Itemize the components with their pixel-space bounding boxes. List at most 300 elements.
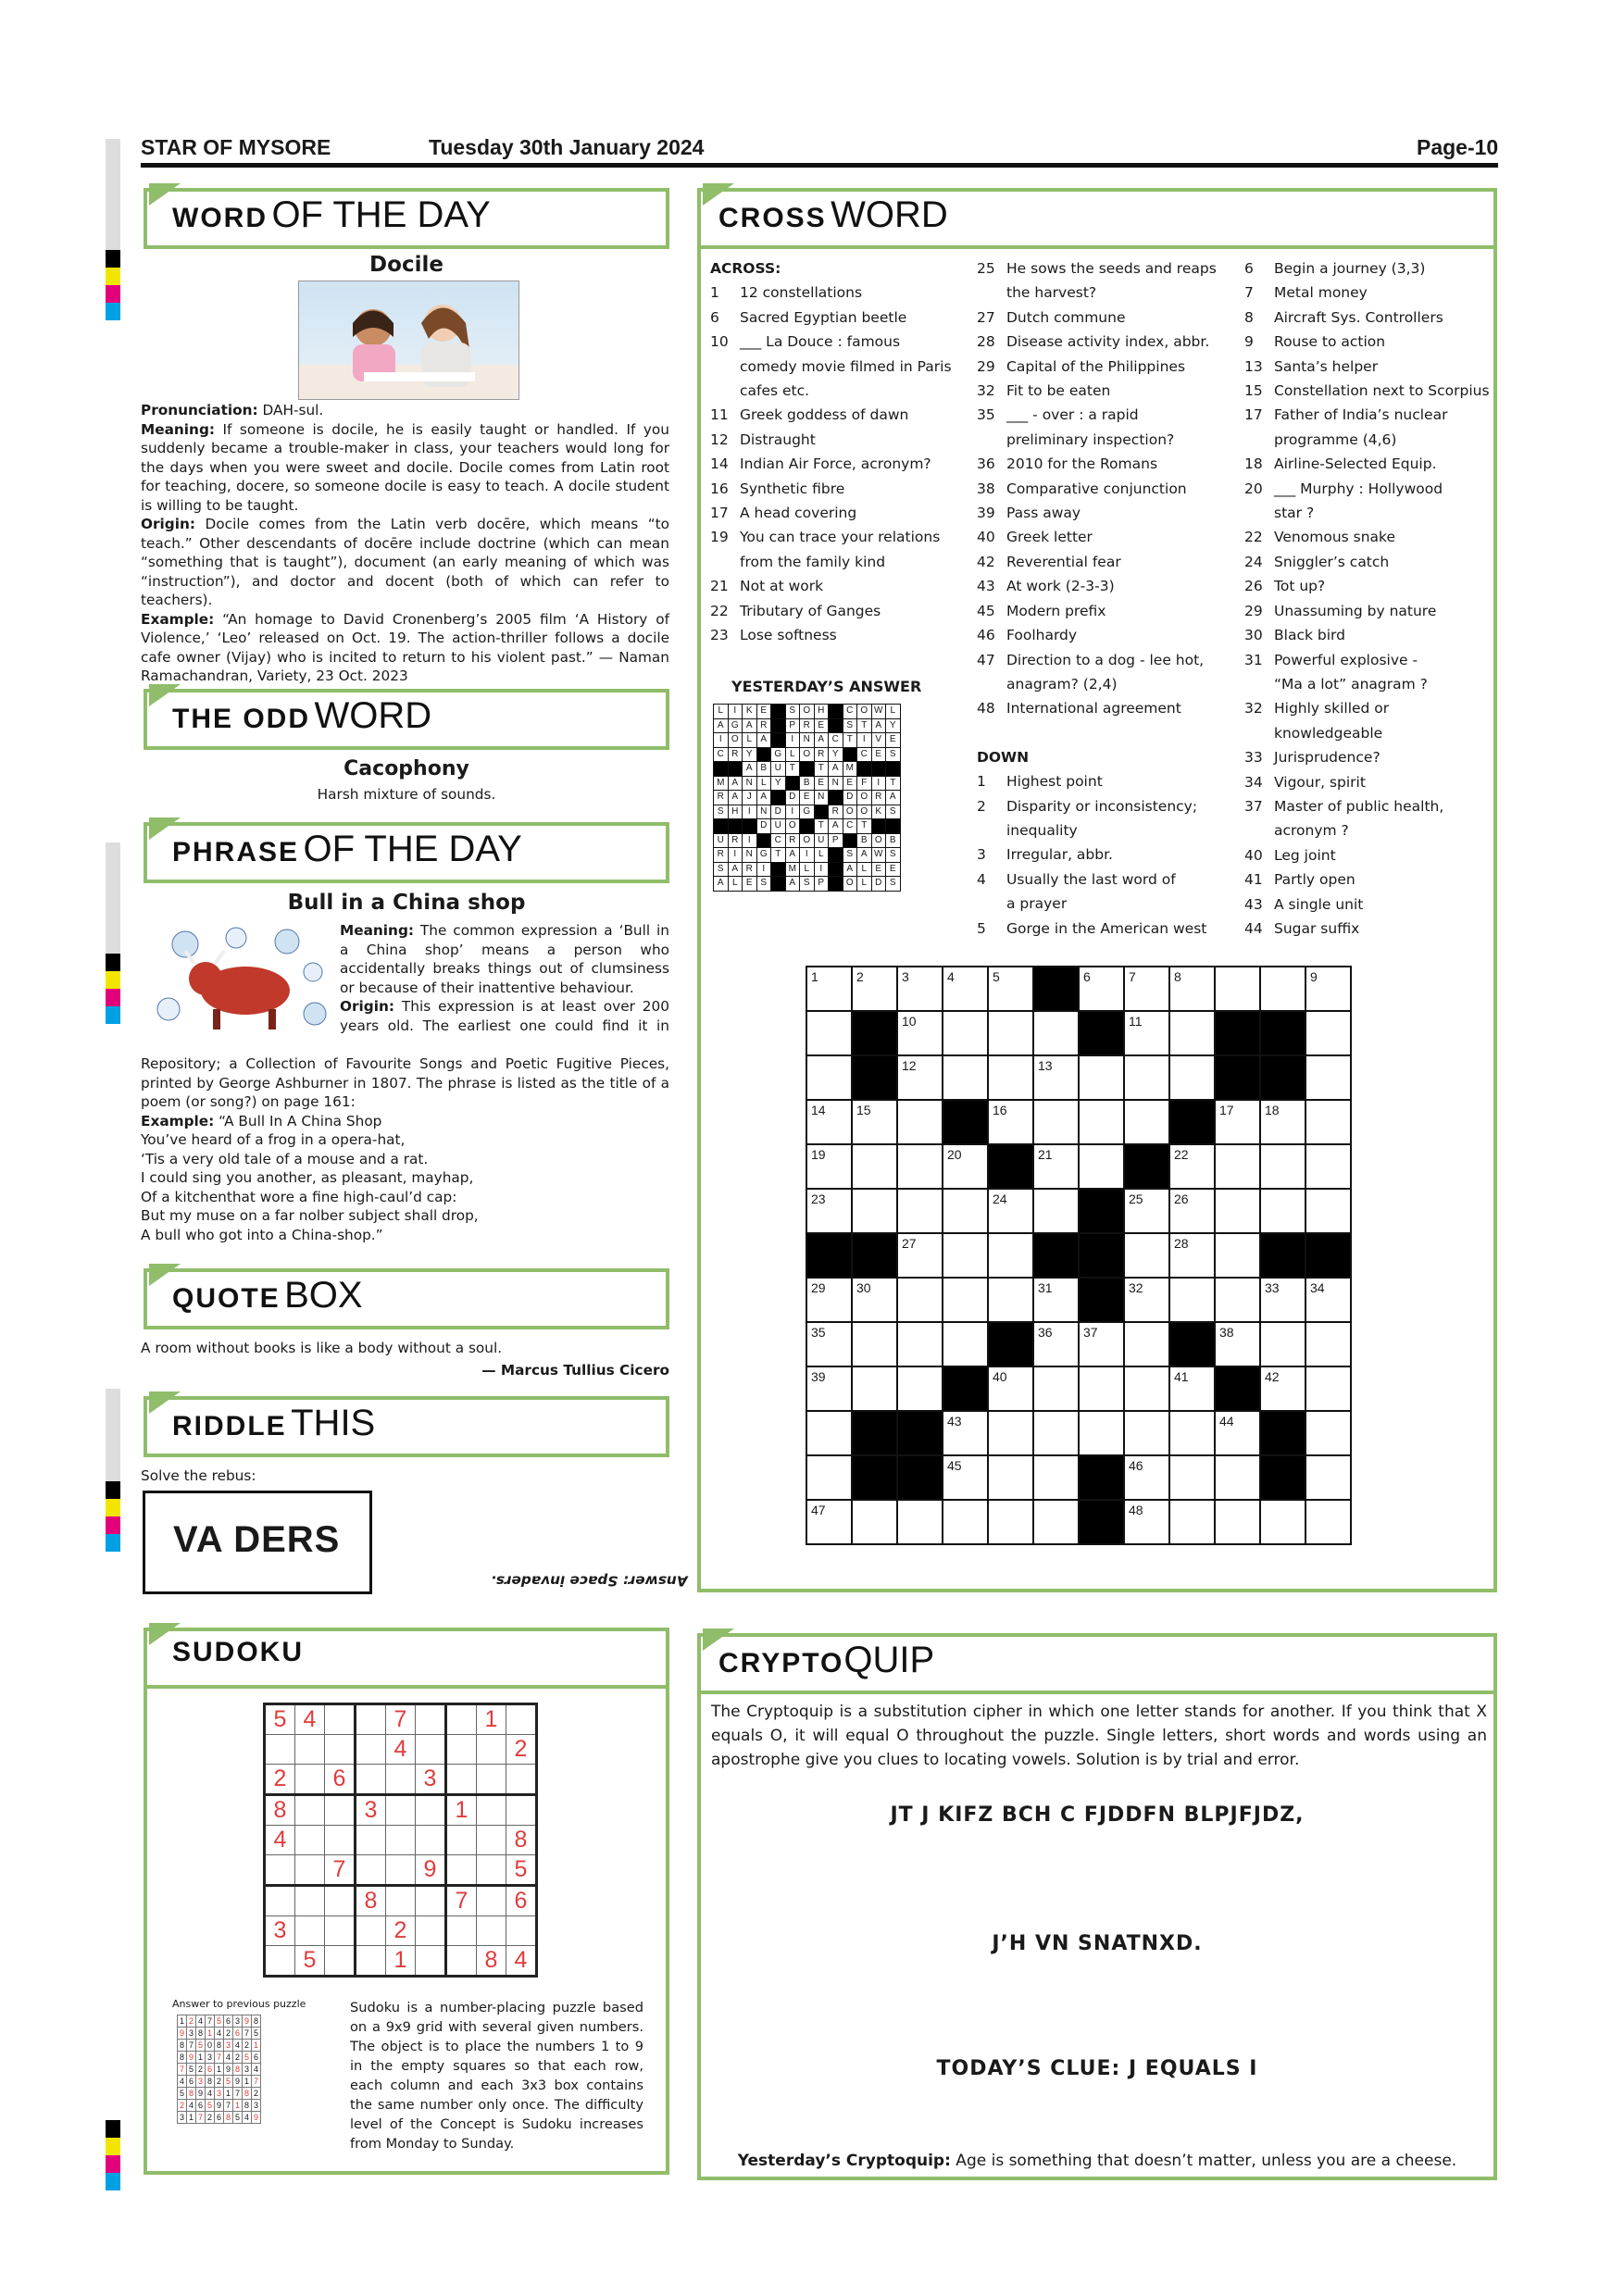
clue-number: 27 (977, 308, 995, 326)
crossword-cell[interactable] (806, 1144, 852, 1189)
sudoku-cell[interactable] (386, 1886, 416, 1916)
sudoku-cell[interactable]: 2 (386, 1916, 416, 1946)
sudoku-cell[interactable] (416, 1916, 446, 1946)
sudoku-cell[interactable]: 2 (506, 1735, 537, 1765)
crossword-cell[interactable] (1169, 1500, 1215, 1544)
yesterday-letter-cell: O (857, 791, 872, 805)
sudoku-cell[interactable]: 8 (506, 1826, 537, 1855)
crossword-cell[interactable] (943, 1144, 988, 1189)
sudoku-cell[interactable] (386, 1765, 416, 1795)
previous-answer-cell: 6 (196, 2100, 206, 2112)
crossword-cell[interactable] (1305, 1500, 1351, 1544)
clue-number: 8 (1244, 308, 1254, 326)
sudoku-cell[interactable]: 7 (325, 1855, 356, 1886)
crossword-cell[interactable] (1260, 1366, 1305, 1411)
crossword-cell[interactable] (806, 1500, 852, 1544)
cell-number: 29 (811, 1280, 826, 1295)
crossword-cell[interactable] (1169, 1144, 1215, 1189)
crossword-cell[interactable] (1033, 1322, 1079, 1366)
crossword-cell[interactable] (1124, 1278, 1169, 1322)
crossword-cell[interactable] (943, 1189, 988, 1233)
crossword-cell[interactable] (806, 1278, 852, 1322)
sudoku-cell[interactable]: 2 (265, 1765, 295, 1795)
yesterday-black-cell (728, 819, 743, 834)
yesterday-letter-cell: Y (886, 718, 901, 733)
clue (1244, 428, 1490, 452)
crossword-cell[interactable] (1260, 1322, 1305, 1366)
crossword-cell[interactable] (1215, 1100, 1260, 1144)
rebus-box (143, 1491, 372, 1594)
yesterday-letter-cell: L (785, 747, 800, 762)
crossword-cell[interactable] (988, 1100, 1033, 1144)
crossword-cell[interactable] (897, 967, 943, 1011)
crossword-cell[interactable] (1305, 1189, 1351, 1233)
crossword-cell[interactable] (1124, 1100, 1169, 1144)
previous-answer-cell: 2 (233, 2052, 243, 2064)
sudoku-cell[interactable] (356, 1855, 386, 1886)
crossword-cell[interactable] (897, 1189, 943, 1233)
sudoku-cell[interactable]: 3 (265, 1916, 295, 1946)
sudoku-cell[interactable] (265, 1855, 295, 1886)
crossword-cell[interactable] (852, 1500, 897, 1544)
crossword-cell[interactable] (806, 1100, 852, 1144)
clue-number: 6 (1244, 260, 1254, 277)
sudoku-cell[interactable] (477, 1826, 506, 1855)
crossword-cell[interactable] (1169, 1055, 1215, 1100)
crossword-cell[interactable] (1215, 1322, 1260, 1366)
sudoku-cell[interactable] (356, 1704, 386, 1735)
crossword-cell[interactable] (1124, 1189, 1169, 1233)
crossword-cell[interactable] (1124, 1011, 1169, 1055)
crossword-cell[interactable] (1169, 1011, 1215, 1055)
crossword-cell[interactable] (1033, 1055, 1079, 1100)
crossword-cell[interactable] (897, 1011, 943, 1055)
sudoku-cell[interactable]: 4 (295, 1704, 325, 1735)
crossword-cell[interactable] (897, 1500, 943, 1544)
crossword-cell[interactable] (988, 1233, 1033, 1278)
crossword-cell[interactable] (1169, 1189, 1215, 1233)
clue-number: 36 (977, 455, 995, 473)
crossword-cell[interactable] (943, 1011, 988, 1055)
registration-bar (106, 842, 120, 954)
yesterday-letter-cell: E (886, 733, 901, 748)
cell-number: 41 (1174, 1369, 1189, 1384)
previous-answer-cell: 5 (206, 2100, 215, 2112)
yesterday-letter-cell: L (857, 862, 872, 877)
crossword-cell[interactable] (988, 1011, 1033, 1055)
crossword-cell[interactable] (1079, 1411, 1124, 1455)
crossword-cell[interactable] (1169, 1455, 1215, 1500)
crossword-cell[interactable] (1124, 1055, 1169, 1100)
yesterday-black-cell (771, 791, 786, 805)
yesterday-letter-cell: R (814, 747, 829, 762)
sudoku-cell[interactable] (446, 1916, 477, 1946)
sudoku-cell[interactable] (356, 1735, 386, 1765)
crossword-cell[interactable] (897, 1233, 943, 1278)
sudoku-cell[interactable]: 4 (506, 1946, 537, 1977)
crossword-cell[interactable] (943, 1055, 988, 1100)
crossword-cell[interactable] (852, 967, 897, 1011)
crossword-black-cell (1305, 1233, 1351, 1278)
crossword-cell[interactable] (1305, 967, 1351, 1011)
sudoku-cell[interactable]: 5 (265, 1704, 295, 1735)
crossword-cell[interactable] (1260, 1144, 1305, 1189)
crossword-cell[interactable] (806, 967, 852, 1011)
sudoku-cell[interactable]: 8 (356, 1886, 386, 1916)
clue (977, 379, 1217, 403)
yesterday-letter-cell: D (871, 877, 886, 892)
sudoku-cell[interactable]: 8 (265, 1795, 295, 1826)
clue (1244, 525, 1490, 549)
crossword-cell[interactable] (988, 1189, 1033, 1233)
crossword-cell[interactable] (1169, 1278, 1215, 1322)
sudoku-cell[interactable] (356, 1826, 386, 1855)
clue (1244, 623, 1490, 647)
clue (710, 403, 952, 427)
crossword-cell[interactable] (1169, 1233, 1215, 1278)
yesterday-black-cell (728, 762, 743, 777)
sudoku-cell[interactable] (325, 1916, 356, 1946)
sudoku-cell[interactable]: 9 (416, 1855, 446, 1886)
cell-number: 39 (811, 1369, 826, 1384)
cell-number: 30 (856, 1280, 871, 1295)
crossword-cell[interactable] (1033, 1366, 1079, 1411)
crossword-cell[interactable] (1033, 1144, 1079, 1189)
crossword-cell[interactable] (1033, 1411, 1079, 1455)
crossword-cell[interactable] (988, 967, 1033, 1011)
crossword-cell[interactable] (1305, 1144, 1351, 1189)
sudoku-cell[interactable] (295, 1886, 325, 1916)
crossword-cell[interactable] (1215, 1233, 1260, 1278)
clue (1244, 477, 1490, 501)
yesterday-black-cell (771, 862, 786, 877)
crossword-cell[interactable] (1124, 967, 1169, 1011)
previous-answer-cell: 7 (187, 2040, 196, 2052)
crossword-cell[interactable] (988, 1366, 1033, 1411)
crossword-grid (806, 966, 1352, 1545)
clue (977, 696, 1217, 720)
cell-number: 19 (811, 1147, 826, 1162)
sudoku-cell[interactable] (477, 1795, 506, 1826)
crossword-cell[interactable] (1079, 1055, 1124, 1100)
crossword-cell[interactable] (1215, 1144, 1260, 1189)
crossword-cell[interactable] (1260, 1500, 1305, 1544)
sudoku-cell[interactable] (356, 1916, 386, 1946)
crossword-cell[interactable] (897, 1144, 943, 1189)
crossword-cell[interactable] (1124, 1233, 1169, 1278)
sudoku-cell[interactable] (265, 1886, 295, 1916)
previous-answer-cell: 5 (252, 2028, 261, 2040)
yesterday-black-cell (814, 805, 829, 819)
yesterday-black-cell (886, 819, 901, 834)
sudoku-cell[interactable]: 6 (325, 1765, 356, 1795)
clue (977, 281, 1217, 305)
crossword-cell[interactable] (1079, 1322, 1124, 1366)
sudoku-cell[interactable] (416, 1886, 446, 1916)
crossword-cell[interactable] (852, 1366, 897, 1411)
cell-number: 35 (811, 1325, 826, 1340)
crossword-cell[interactable] (943, 1278, 988, 1322)
crossword-cell[interactable] (897, 1366, 943, 1411)
crossword-cell[interactable] (1305, 1100, 1351, 1144)
sudoku-cell[interactable] (506, 1795, 537, 1826)
sudoku-cell[interactable] (356, 1946, 386, 1977)
previous-answer-cell: 1 (243, 2076, 252, 2088)
yesterday-letter-cell: A (871, 718, 886, 733)
sudoku-cell[interactable]: 7 (446, 1886, 477, 1916)
sudoku-cell[interactable] (477, 1916, 506, 1946)
sudoku-cell[interactable]: 8 (477, 1946, 506, 1977)
crossword-cell[interactable] (1215, 1189, 1260, 1233)
crossword-cell[interactable] (943, 1455, 988, 1500)
crossword-cell[interactable] (988, 1500, 1033, 1544)
crossword-cell[interactable] (897, 1055, 943, 1100)
cell-number: 32 (1129, 1280, 1143, 1295)
sudoku-cell[interactable] (446, 1946, 477, 1977)
sudoku-cell[interactable] (386, 1855, 416, 1886)
sudoku-cell[interactable] (446, 1826, 477, 1855)
crossword-cell[interactable] (943, 1322, 988, 1366)
crossword-cell[interactable] (1124, 1500, 1169, 1544)
sudoku-cell[interactable] (295, 1826, 325, 1855)
crossword-cell[interactable] (1260, 1189, 1305, 1233)
previous-answer-cell: 3 (224, 2040, 233, 2052)
clue (977, 525, 1217, 549)
sudoku-cell[interactable] (446, 1735, 477, 1765)
crossword-cell[interactable] (806, 1055, 852, 1100)
sudoku-description: Sudoku is a number-placing puzzle based on a 9x9 grid with several given numbers. The object is to place the numbers 1 to 9 in the empty squares so that each row, each column and each 3x3 box contains the same number only once. The difficulty level of the Concept is Sudoku increases from Monday to Sunday. (350, 2000, 643, 2152)
crossword-cell[interactable] (1033, 1189, 1079, 1233)
sudoku-cell[interactable] (295, 1795, 325, 1826)
sudoku-cell[interactable]: 1 (386, 1946, 416, 1977)
crossword-cell[interactable] (1169, 1366, 1215, 1411)
clue (1244, 256, 1490, 281)
clue-number: 23 (710, 627, 729, 644)
sudoku-cell[interactable] (506, 1704, 537, 1735)
crossword-cell[interactable] (1169, 1411, 1215, 1455)
yesterday-black-cell (771, 718, 786, 733)
crossword-cell[interactable] (1124, 1411, 1169, 1455)
yesterday-letter-cell: R (728, 833, 743, 848)
sudoku-cell[interactable] (386, 1826, 416, 1855)
previous-answer-cell: 8 (224, 2112, 233, 2124)
crossword-cell[interactable] (806, 1189, 852, 1233)
sudoku-cell[interactable] (325, 1946, 356, 1977)
sudoku-cell[interactable]: 7 (386, 1704, 416, 1735)
clue-number: 13 (1244, 357, 1263, 375)
crossword-cell[interactable] (1260, 1100, 1305, 1144)
crossword-cell[interactable] (806, 1322, 852, 1366)
previous-answer-cell: 5 (196, 2040, 206, 2052)
crossword-title: CROSS WORD (718, 194, 948, 235)
crossword-cell[interactable] (1260, 1278, 1305, 1322)
sudoku-cell[interactable] (477, 1765, 506, 1795)
sudoku-cell[interactable] (416, 1735, 446, 1765)
sudoku-cell[interactable] (506, 1916, 537, 1946)
clue-text: “Ma a lot” anagram ? (1274, 675, 1428, 693)
sudoku-cell[interactable] (416, 1704, 446, 1735)
clue-number: 11 (710, 406, 729, 424)
sudoku-cell[interactable]: 3 (356, 1795, 386, 1826)
sudoku-cell[interactable] (295, 1916, 325, 1946)
sudoku-cell[interactable] (325, 1886, 356, 1916)
clue-number: 37 (1244, 797, 1263, 815)
crossword-cell[interactable] (1305, 1366, 1351, 1411)
clue (977, 818, 1217, 842)
previous-answer-cell: 7 (215, 2052, 224, 2064)
sudoku-cell[interactable] (477, 1855, 506, 1886)
crossword-cell[interactable] (1124, 1366, 1169, 1411)
clue (1244, 306, 1490, 330)
crossword-black-cell (1260, 1011, 1305, 1055)
sudoku-cell[interactable] (446, 1704, 477, 1735)
sudoku-cell[interactable] (325, 1826, 356, 1855)
crossword-cell[interactable] (1305, 1055, 1351, 1100)
sudoku-cell[interactable] (416, 1946, 446, 1977)
previous-answer-cell: 5 (224, 2076, 233, 2088)
sudoku-cell[interactable]: 6 (506, 1886, 537, 1916)
clue-number: 12 (710, 430, 729, 448)
crossword-cell[interactable] (1124, 1455, 1169, 1500)
crossword-cell[interactable] (852, 1100, 897, 1144)
sudoku-cell[interactable] (295, 1735, 325, 1765)
yesterday-letter-cell: R (714, 848, 729, 863)
clue-number: 48 (977, 700, 995, 718)
crossword-cell[interactable] (852, 1278, 897, 1322)
crossword-cell[interactable] (988, 1278, 1033, 1322)
cell-number: 1 (811, 969, 818, 984)
sudoku-cell[interactable] (477, 1886, 506, 1916)
previous-answer-cell: 3 (178, 2112, 187, 2124)
crossword-cell[interactable] (806, 1366, 852, 1411)
crossword-cell[interactable] (1305, 1011, 1351, 1055)
crossword-cell[interactable] (1305, 1322, 1351, 1366)
sudoku-cell[interactable]: 5 (295, 1946, 325, 1977)
crossword-cell[interactable] (897, 1100, 943, 1144)
crossword-cell[interactable] (806, 1455, 852, 1500)
sudoku-cell[interactable] (356, 1765, 386, 1795)
clue-text: anagram? (2,4) (1006, 675, 1118, 693)
yesterday-letter-cell: U (771, 762, 786, 777)
crossword-cell[interactable] (806, 1011, 852, 1055)
crossword-cell[interactable] (1215, 967, 1260, 1011)
clue-text: Sacred Egyptian beetle (740, 308, 907, 326)
sudoku-cell[interactable]: 4 (265, 1826, 295, 1855)
sudoku-cell[interactable] (325, 1795, 356, 1826)
previous-answer-cell: 9 (252, 2112, 261, 2124)
crossword-cell[interactable] (1215, 1278, 1260, 1322)
yesterday-letter-cell: R (728, 747, 743, 762)
sudoku-cell[interactable] (265, 1946, 295, 1977)
crossword-cell[interactable] (1079, 1144, 1124, 1189)
crossword-cell[interactable] (806, 1411, 852, 1455)
cell-number: 31 (1038, 1280, 1053, 1295)
sudoku-cell[interactable] (325, 1704, 356, 1735)
odd-word-title: THE ODD WORD (172, 695, 432, 736)
phrase-meaning: Meaning: The common expression a ‘Bull in a China shop’ means a person who accidentally breaks things out of clumsiness or because of their inattentive behaviour. (340, 922, 669, 996)
clue (1244, 501, 1490, 525)
crossword-cell[interactable] (1079, 1366, 1124, 1411)
sudoku-cell[interactable] (265, 1735, 295, 1765)
crossword-cell[interactable] (1033, 1455, 1079, 1500)
crossword-cell[interactable] (852, 1189, 897, 1233)
sudoku-cell[interactable] (477, 1735, 506, 1765)
previous-answer-cell: 1 (215, 2064, 224, 2076)
crossword-cell[interactable] (852, 1322, 897, 1366)
crossword-cell[interactable] (1033, 1011, 1079, 1055)
sudoku-cell[interactable] (295, 1855, 325, 1886)
sudoku-cell[interactable] (386, 1795, 416, 1826)
crossword-cell[interactable] (943, 1500, 988, 1544)
crossword-cell[interactable] (988, 1055, 1033, 1100)
crossword-cell[interactable] (1033, 1100, 1079, 1144)
crossword-cell[interactable] (1305, 1411, 1351, 1455)
crossword-cell[interactable] (1033, 1500, 1079, 1544)
riddle-title: RIDDLE THIS (172, 1403, 376, 1443)
sudoku-cell[interactable]: 5 (506, 1855, 537, 1886)
crossword-cell[interactable] (1215, 1455, 1260, 1500)
crossword-black-cell (852, 1411, 897, 1455)
yesterday-letter-cell: N (743, 848, 757, 863)
sudoku-cell[interactable] (325, 1735, 356, 1765)
crossword-cell[interactable] (943, 1233, 988, 1278)
header-rule (141, 163, 1498, 168)
previous-answer-cell: 1 (252, 2040, 261, 2052)
crossword-cell[interactable] (1215, 1411, 1260, 1455)
yesterday-letter-cell: T (771, 848, 786, 863)
crossword-cell[interactable] (988, 1455, 1033, 1500)
sudoku-cell[interactable] (446, 1765, 477, 1795)
sudoku-cell[interactable] (446, 1855, 477, 1886)
sudoku-cell[interactable] (416, 1795, 446, 1826)
yesterday-letter-cell: S (756, 877, 771, 892)
clue-text: Fit to be eaten (1006, 382, 1111, 400)
sudoku-cell[interactable]: 4 (386, 1735, 416, 1765)
crossword-cell[interactable] (852, 1144, 897, 1189)
crossword-cell[interactable] (943, 967, 988, 1011)
previous-answer-cell: 9 (178, 2028, 187, 2040)
crossword-cell[interactable] (1305, 1455, 1351, 1500)
crossword-cell[interactable] (1079, 1100, 1124, 1144)
yesterday-letter-cell: O (800, 705, 815, 719)
crossword-cell[interactable] (1169, 967, 1215, 1011)
crossword-cell[interactable] (1305, 1278, 1351, 1322)
yesterday-black-cell (743, 819, 757, 834)
crossword-cell[interactable] (1033, 1278, 1079, 1322)
yesterday-letter-cell: W (871, 848, 886, 863)
clue-number: 28 (977, 333, 995, 351)
clue-number: 46 (977, 627, 995, 644)
previous-answer-cell: 9 (233, 2076, 243, 2088)
crossword-cell[interactable] (1124, 1322, 1169, 1366)
crossword-cell[interactable] (897, 1278, 943, 1322)
yesterday-letter-cell: B (800, 776, 815, 791)
sudoku-cell[interactable]: 3 (416, 1765, 446, 1795)
sudoku-cell[interactable] (416, 1826, 446, 1855)
crossword-cell[interactable] (1079, 967, 1124, 1011)
crossword-cell[interactable] (988, 1411, 1033, 1455)
sudoku-cell[interactable] (506, 1765, 537, 1795)
crossword-cell[interactable] (1215, 1500, 1260, 1544)
crossword-black-cell (1260, 1455, 1305, 1500)
clue-text: Metal money (1274, 284, 1368, 302)
crossword-cell[interactable] (897, 1322, 943, 1366)
sudoku-cell[interactable]: 1 (477, 1704, 506, 1735)
crossword-cell[interactable] (943, 1411, 988, 1455)
sudoku-cell[interactable]: 1 (446, 1795, 477, 1826)
sudoku-cell[interactable] (295, 1765, 325, 1795)
crossword-cell[interactable] (1260, 967, 1305, 1011)
